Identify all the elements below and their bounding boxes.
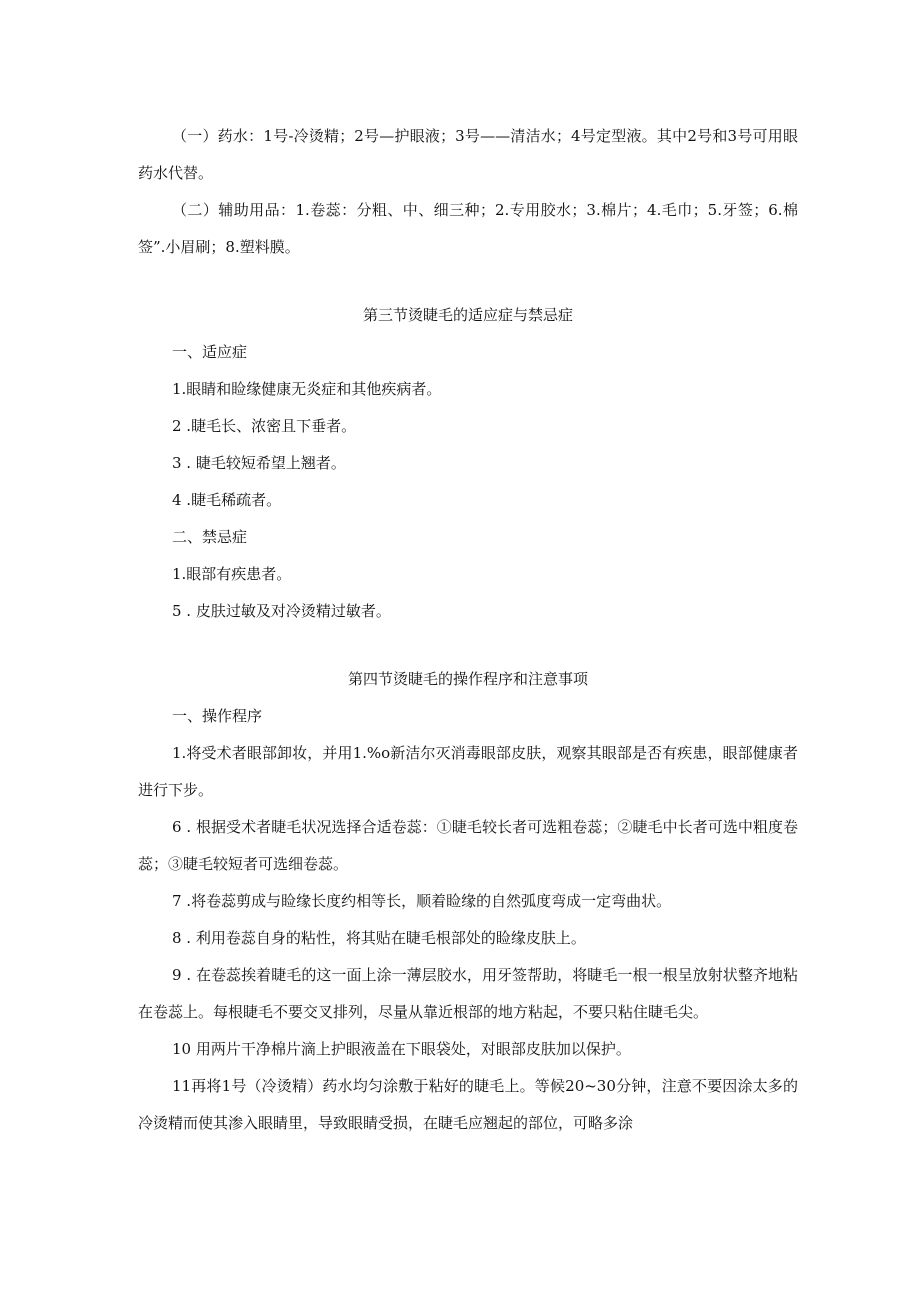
procedure-step: 8 . 利用卷蕊自身的粘性，将其贴在睫毛根部处的睑缘皮肤上。 [172, 929, 586, 947]
procedure-step: 11再将1号（冷烫精）药水均匀涂敷于粘好的睫毛上。等候20~30分钟，注意不要因涂太多的冷烫精而使其渗入眼睛里，导致眼睛受损，在睫毛应翘起的部位，可略多涂 [138, 1077, 798, 1132]
paragraph-supplies-tools: （二）辅助用品：1.卷蕊：分粗、中、细三种；2.专用胶水；3.棉片；4.毛巾；5.牙签；6.棉签”.小眉刷；8.塑料膜。 [138, 201, 798, 256]
document-body [138, 118, 798, 1142]
procedure-step: 7 .将卷蕊剪成与睑缘长度约相等长，顺着睑缘的自然弧度弯成一定弯曲状。 [172, 892, 672, 910]
procedure-step: 10 用两片干净棉片滴上护眼液盖在下眼袋处，对眼部皮肤加以保护。 [172, 1040, 631, 1058]
procedure-step: 1.将受术者眼部卸妆，并用1.%o新洁尔灭消毒眼部皮肤，观察其眼部是否有疾患，眼部健康者进行下步。 [138, 744, 798, 799]
list-item: 5 . 皮肤过敏及对冷烫精过敏者。 [172, 602, 391, 620]
procedure-step: 6 . 根据受术者睫毛状况选择合适卷蕊：①睫毛较长者可选粗卷蕊；②睫毛中长者可选中粗度卷蕊；③睫毛较短者可选细卷蕊。 [138, 818, 798, 873]
section-4-subheading-procedure: 一、操作程序 [172, 707, 263, 725]
list-item: 1.眼部有疾患者。 [172, 565, 292, 583]
section-3-subheading-contraindications: 二、禁忌症 [172, 528, 248, 546]
list-item: 3 . 睫毛较短希望上翘者。 [172, 454, 346, 472]
section-4-title: 第四节烫睫毛的操作程序和注意事项 [347, 670, 588, 688]
procedure-step: 9 . 在卷蕊挨着睫毛的这一面上涂一薄层胶水，用牙签帮助，将睫毛一根一根呈放射状整齐地粘在卷蕊上。每根睫毛不要交叉排列，尽量从靠近根部的地方粘起，不要只粘住睫毛尖。 [138, 966, 798, 1021]
paragraph-supplies-liquids: （一）药水：1号-冷烫精；2号—护眼液；3号——清洁水；4号定型液。其中2号和3号可用眼药水代替。 [138, 127, 798, 182]
list-item: 4 .睫毛稀疏者。 [172, 491, 282, 509]
list-item: 1.眼睛和睑缘健康无炎症和其他疾病者。 [172, 380, 442, 398]
section-3-subheading-indications: 一、适应症 [172, 343, 248, 361]
section-3-title: 第三节烫睫毛的适应症与禁忌症 [362, 306, 573, 324]
list-item: 2 .睫毛长、浓密且下垂者。 [172, 417, 357, 435]
